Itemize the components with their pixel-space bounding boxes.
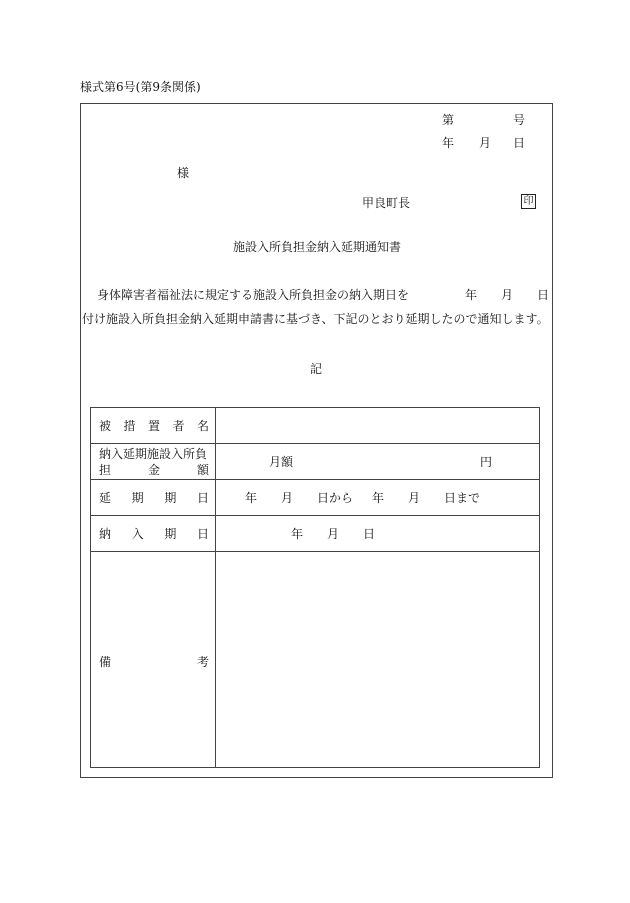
label-char: 担 xyxy=(99,463,112,477)
label-char: 措 xyxy=(123,419,136,433)
label-char: 期 xyxy=(164,527,177,541)
doc-date-day: 日 xyxy=(513,136,526,150)
label-char: 名 xyxy=(196,419,209,433)
period-from-month: 月 xyxy=(281,491,294,505)
label-char: 期 xyxy=(131,491,144,505)
label-deferred-amount-line1: 納入延期施設入所負 xyxy=(99,447,208,461)
table-row-divider xyxy=(91,443,539,444)
label-deferral-period xyxy=(99,491,209,505)
issuer-name: 甲良町長 xyxy=(362,196,411,210)
label-deferred-amount-line2 xyxy=(99,463,209,477)
label-protected-person xyxy=(99,419,209,433)
label-char: 日 xyxy=(196,527,209,541)
yen-unit: 円 xyxy=(480,455,493,469)
monthly-amount-label: 月額 xyxy=(269,455,294,469)
period-to-year: 年 xyxy=(372,491,385,505)
table-row-divider xyxy=(91,551,539,552)
document-title: 施設入所負担金納入延期通知書 xyxy=(233,240,402,254)
details-table xyxy=(90,407,540,768)
label-char: 日 xyxy=(196,491,209,505)
body-line1-month: 月 xyxy=(501,288,514,302)
label-char: 延 xyxy=(99,491,112,505)
label-char: 置 xyxy=(147,419,160,433)
ki-heading: 記 xyxy=(310,362,323,376)
table-row-divider xyxy=(91,479,539,480)
label-char: 者 xyxy=(172,419,185,433)
seal-mark: 印 xyxy=(521,194,536,209)
label-char: 額 xyxy=(196,463,209,477)
doc-number-suffix: 号 xyxy=(513,113,526,127)
table-row-divider xyxy=(91,515,539,516)
label-char: 被 xyxy=(99,419,112,433)
doc-number-prefix: 第 xyxy=(442,113,455,127)
period-from-day: 日から xyxy=(317,491,354,505)
label-char: 備 xyxy=(99,655,112,669)
body-line1-day: 日 xyxy=(537,288,550,302)
doc-date-year: 年 xyxy=(442,136,455,150)
form-id: 様式第6号(第9条関係) xyxy=(80,80,201,94)
body-line1-year: 年 xyxy=(465,288,478,302)
body-line2-text: 付け施設入所負担金納入延期申請書に基づき、下記のとおり延期したので通知します。 xyxy=(82,312,549,326)
payment-month: 月 xyxy=(327,527,340,541)
period-from-year: 年 xyxy=(245,491,258,505)
payment-day: 日 xyxy=(363,527,376,541)
label-char: 考 xyxy=(196,655,209,669)
table-column-divider xyxy=(215,408,216,767)
label-remarks xyxy=(99,655,209,669)
label-char: 納 xyxy=(99,527,112,541)
body-line1-text: 身体障害者福祉法に規定する施設入所負担金の納入期日を xyxy=(97,288,410,302)
doc-date-month: 月 xyxy=(479,136,492,150)
label-char: 入 xyxy=(131,527,144,541)
period-to-month: 月 xyxy=(408,491,421,505)
label-char: 金 xyxy=(147,463,160,477)
addressee-suffix: 様 xyxy=(177,166,190,180)
payment-year: 年 xyxy=(291,527,304,541)
label-payment-date xyxy=(99,527,209,541)
label-char: 期 xyxy=(164,491,177,505)
period-to-day: 日まで xyxy=(444,491,481,505)
